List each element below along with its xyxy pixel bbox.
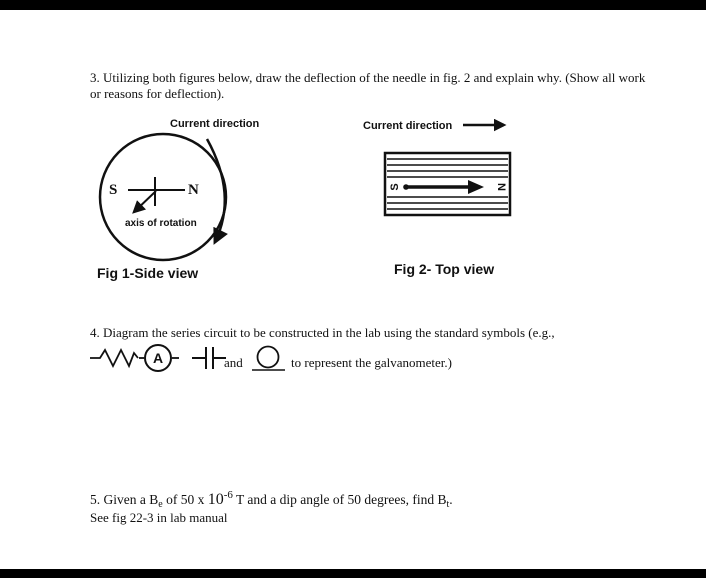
question-4-text: 4. Diagram the series circuit to be constructed in the lab using the standard symbols (e.g., [90, 325, 555, 340]
question-5-note: See fig 22-3 in lab manual [90, 510, 228, 525]
q5-part-3: T and a dip angle of 50 degrees, find B [232, 492, 447, 507]
q5-power-base: 10 [207, 491, 224, 508]
resistor-symbol [90, 350, 138, 366]
fig2-south-label: S [389, 183, 401, 191]
fig1-axis-of-rotation-label: axis of rotation [125, 218, 197, 229]
axis-of-rotation-arrow [134, 191, 156, 212]
figure-1-caption: Fig 1-Side view [97, 265, 199, 281]
q5-subscript-t: t [446, 499, 450, 510]
q5-part-1: 5. Given a B [90, 492, 159, 507]
question-3-line-1: 3. Utilizing both figures below, draw the deflection of the needle in fig. 2 and explain why. (Show all work [90, 70, 646, 85]
fig1-south-label: S [109, 182, 118, 198]
fig2-north-label: N [495, 183, 507, 191]
fig1-current-direction-label: Current direction [170, 118, 260, 130]
q5-part-4: . [449, 492, 453, 507]
q5-subscript-e: e [158, 499, 163, 510]
question-5-text [90, 489, 453, 510]
q5-part-2: of 50 x [162, 492, 208, 507]
bottom-border-bar [0, 569, 706, 578]
compass-circle [100, 134, 226, 260]
figure-1-side-view [85, 110, 335, 270]
and-label: and [224, 355, 243, 370]
q5-power-exponent: -6 [223, 489, 233, 501]
top-border-bar [0, 0, 706, 10]
figure-2-top-view [358, 114, 516, 220]
question-3-line-2: or reasons for deflection). [90, 86, 225, 101]
circuit-symbols [88, 342, 230, 378]
ammeter-label: A [152, 350, 164, 366]
solenoid-rectangle [385, 153, 510, 215]
galvanometer-coil [258, 347, 279, 368]
figure-2-caption: Fig 2- Top view [394, 261, 495, 277]
capacitor-symbol [192, 347, 226, 369]
fig1-north-label: N [188, 182, 199, 198]
fig2-current-direction-label: Current direction [363, 120, 453, 132]
question-4-tail-text: to represent the galvanometer.) [291, 355, 452, 370]
galvanometer-symbol [251, 345, 289, 375]
